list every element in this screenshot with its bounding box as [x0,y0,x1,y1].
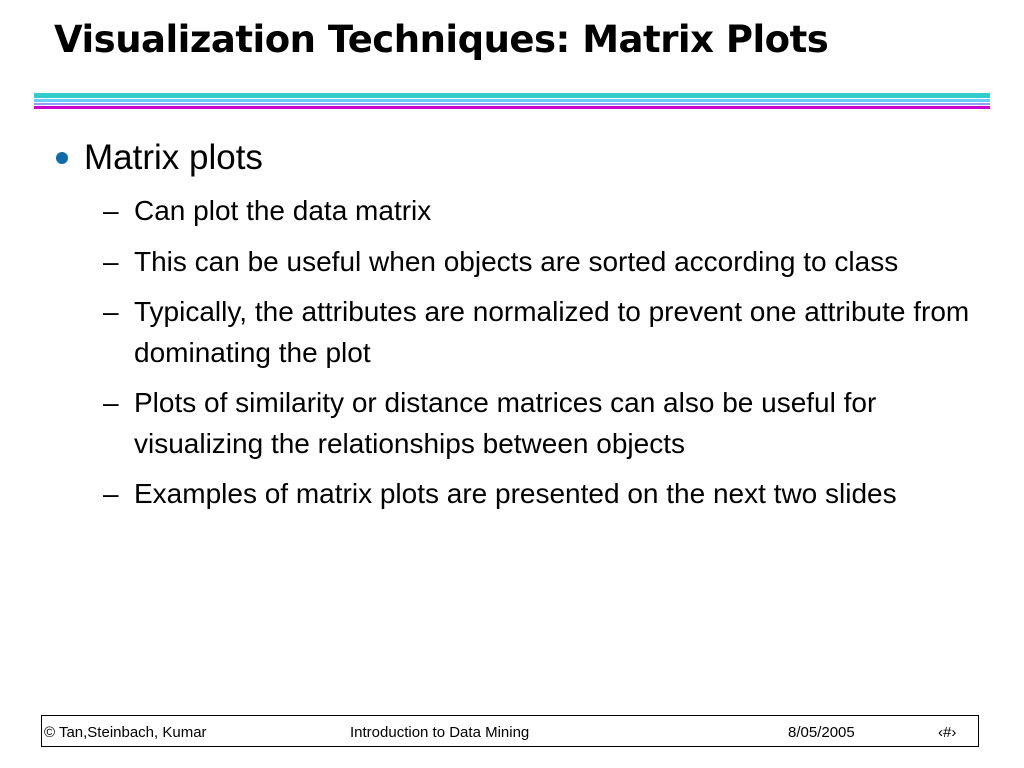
dash-icon: – [103,195,119,226]
sub-bullet-text: Plots of similarity or distance matrices can also be useful for visualizing the relationships between objects [134,387,877,459]
footer-copyright: © Tan,Steinbach, Kumar [44,724,207,741]
title-divider-magenta [34,106,990,109]
dash-icon: – [103,478,119,509]
bullet-text: Matrix plots [84,138,263,177]
slide-body [56,136,996,523]
title-divider-light-blue [34,99,990,102]
dash-icon: – [103,387,119,418]
footer-slide-number: ‹#› [938,724,957,741]
slide-title: Visualization Techniques: Matrix Plots [54,18,829,61]
sub-bullet-text: Examples of matrix plots are presented on the next two slides [134,478,897,509]
sub-bullet-item [56,241,996,282]
sub-bullet-text: Typically, the attributes are normalized to prevent one attribute from dominating the plot [134,296,970,368]
sub-bullet-item [56,473,996,514]
dash-icon: – [103,246,119,277]
sub-bullet-text: This can be useful when objects are sorted according to class [134,246,899,277]
footer-course-title: Introduction to Data Mining [350,724,530,741]
sub-bullet-item [56,291,996,373]
dash-icon: – [103,296,119,327]
sub-bullet-text: Can plot the data matrix [134,195,432,226]
title-divider-lavender [34,103,990,105]
sub-bullet-list [56,190,996,514]
slide-footer [41,715,979,747]
sub-bullet-item [56,382,996,464]
bullet-item [56,136,996,180]
bullet-dot-icon [56,152,68,164]
footer-date: 8/05/2005 [788,724,855,741]
sub-bullet-item [56,190,996,231]
title-divider-teal [34,93,990,98]
